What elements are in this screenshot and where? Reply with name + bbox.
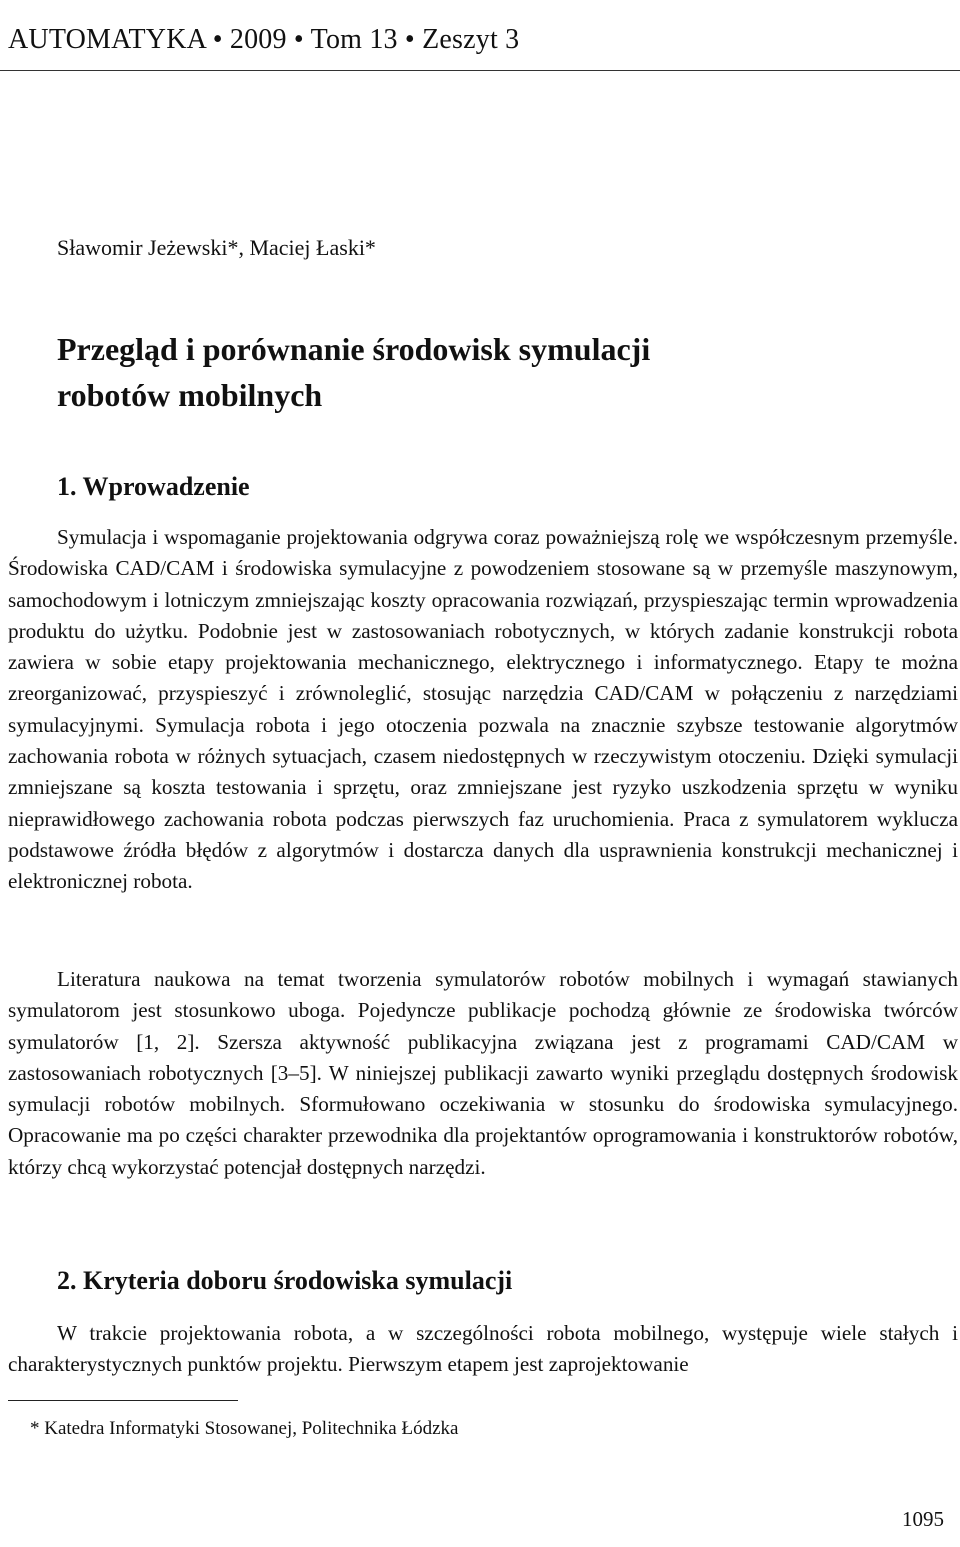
authors: Sławomir Jeżewski*, Maciej Łaski* (57, 235, 376, 260)
journal-header: AUTOMATYKA • 2009 • Tom 13 • Zeszyt 3 (8, 24, 520, 55)
paragraph: W trakcie projektowania robota, a w szczególności robota mobilnego, występuje wiele stałych i charakterystycznych punktów projektu. Pierwszym etapem jest zaprojektowanie (8, 1321, 958, 1377)
article-title (57, 326, 937, 418)
header-divider (0, 70, 960, 71)
paragraph: Literatura naukowa na temat tworzenia symulatorów robotów mobilnych i wymagań stawianych symulatorom jest stosunkowo uboga. Pojedyncze publikacje pochodzą głównie ze środowiska twórców symulatorów [1, 2]. Szersza aktywność publikacyjna związana jest z programami CAD/CAM w zastosowaniach robotycznych [3–5]. W niniejszej publikacji zawarto wyniki przeglądu dostępnych środowisk symulacji robotów mobilnych. Sformułowano oczekiwania w stosunku do środowiska symulacyjnego. Opracowanie ma po części charakter przewodnika dla projektantów oprogramowania i konstruktorów robotów, którzy chcą wykorzystać potencjał dostępnych narzędzi. (8, 967, 958, 1179)
section-heading-introduction: 1. Wprowadzenie (57, 472, 250, 501)
footnote: * Katedra Informatyki Stosowanej, Politechnika Łódzka (30, 1418, 459, 1439)
title-line-2: robotów mobilnych (57, 377, 323, 413)
section-heading-criteria: 2. Kryteria doboru środowiska symulacji (57, 1266, 513, 1295)
footnote-divider (8, 1400, 238, 1401)
paragraph: Symulacja i wspomaganie projektowania odgrywa coraz poważniejszą rolę we współczesnym przemyśle. Środowiska CAD/CAM i środowiska symulacyjne z powodzeniem stosowane są w przemyśle maszynowym, samochodowym i lotniczym zmniejszając koszty opracowania rozwiązań, przyspieszając termin wprowadzenia produktu do użytku. Podobnie jest w zastosowaniach robotycznych, w których zadanie konstrukcji robota zawiera w sobie etapy projektowania mechanicznego, elektrycznego i informatycznego. Etapy te można zreorganizować, przyspieszyć i zrównoleglić, stosując narzędzia CAD/CAM w połączeniu z narzędziami symulacyjnymi. Symulacja robota i jego otoczenia pozwala na znacznie szybsze testowanie algorytmów zachowania robota w różnych sytuacjach, czasem niedostępnych w rzeczywistym otoczeniu. Dzięki symulacji zmniejszane są koszta testowania i sprzętu, oraz zmniejszane jest ryzyko uszkodzenia sprzętu w wyniku nieprawidłowego zachowania robota podczas pierwszych faz uruchomienia. Praca z symulatorem wyklucza podstawowe źródła błędów z algorytmów i dostarcza danych dla usprawnienia konstrukcji mechanicznej i elektronicznej robota. (8, 525, 958, 894)
page-number: 1095 (902, 1507, 944, 1531)
title-line-1: Przegląd i porównanie środowisk symulacji (57, 331, 651, 367)
